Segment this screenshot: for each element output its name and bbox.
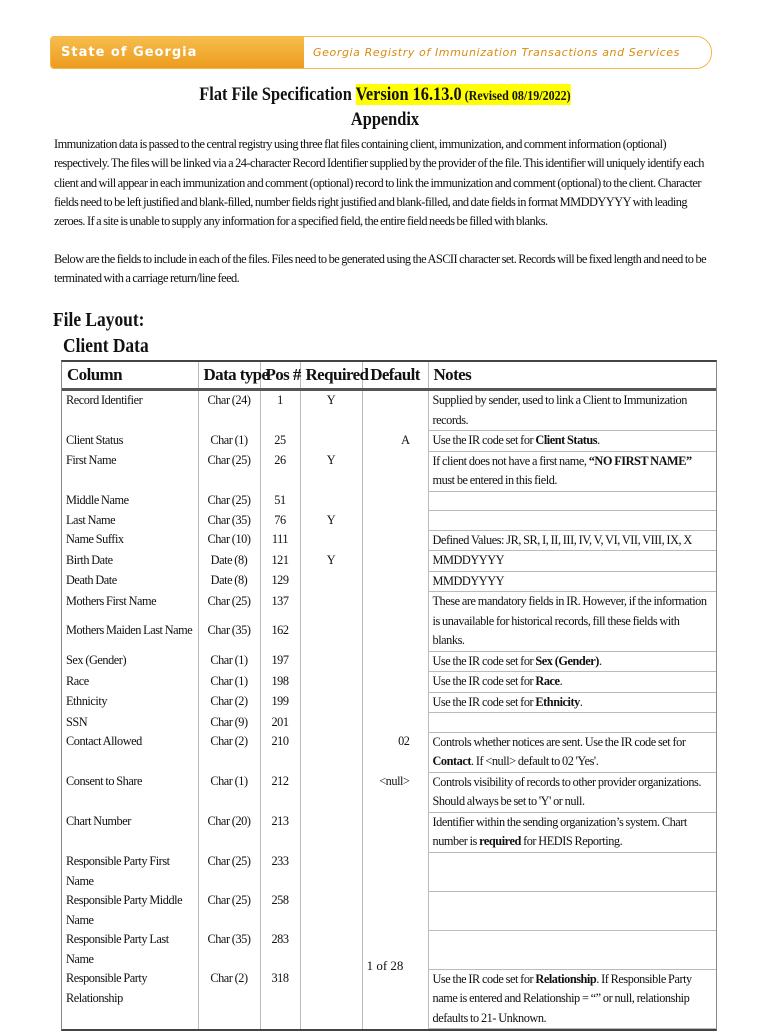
cell-column: Contact Allowed [62, 732, 198, 772]
table-row [62, 431, 716, 452]
notes-text: . If Responsible Party name is entered and Relationship = “” or null, relationship defaults to 21- Unknown. [432, 971, 692, 1025]
cell-notes: Controls visibility of records to other provider organizations. Should always be set to 'Y' or null. [428, 772, 716, 812]
notes-emphasis: required [479, 834, 521, 848]
cell-required [300, 812, 362, 852]
header-pos: Pos # [260, 362, 300, 390]
header-data-type: Data type [198, 362, 260, 390]
table-row [62, 390, 716, 431]
table-row [62, 713, 716, 733]
notes-text: for HEDIS Reporting. [520, 834, 623, 848]
cell-default [362, 390, 428, 431]
cell-default [362, 530, 428, 551]
table-header-row [62, 362, 716, 390]
cell-data-type: Char (2) [198, 969, 260, 1029]
cell-required: Y [300, 451, 362, 491]
table-row [62, 692, 716, 713]
cell-data-type: Char (1) [198, 651, 260, 672]
notes-text: Use the IR code set for [432, 433, 536, 447]
cell-default [362, 651, 428, 672]
table-row [62, 891, 716, 930]
cell-notes: MMDDYYYY [428, 551, 716, 572]
notes-emphasis: Race [535, 674, 560, 688]
cell-data-type: Date (8) [198, 571, 260, 592]
notes-text: Use the IR code set for [432, 971, 536, 986]
notes-text: . [559, 674, 563, 688]
notes-text: . [598, 653, 602, 668]
cell-notes [428, 713, 716, 733]
cell-data-type: Date (8) [198, 551, 260, 572]
cell-column: SSN [62, 713, 198, 733]
cell-notes [428, 812, 716, 852]
cell-column: Sex (Gender) [62, 651, 198, 672]
version-text: Version 16.13.0 [355, 84, 462, 105]
cell-default [362, 969, 428, 1029]
cell-required [300, 672, 362, 693]
notes-text: . [579, 694, 583, 709]
cell-column: Race [62, 672, 198, 693]
cell-data-type: Char (25) [198, 491, 260, 511]
cell-notes [428, 511, 716, 531]
registry-name: Georgia Registry of Immunization Transactions and Services [313, 46, 680, 59]
cell-required [300, 651, 362, 672]
table-body [62, 390, 716, 1029]
cell-default [362, 812, 428, 852]
table-row [62, 551, 716, 572]
cell-column: Death Date [62, 571, 198, 592]
header-required: Required [300, 362, 362, 390]
table-row [62, 672, 716, 693]
cell-notes [428, 431, 716, 452]
cell-pos: 258 [260, 891, 300, 930]
table-row [62, 772, 716, 812]
cell-required: Y [300, 511, 362, 531]
cell-notes [428, 969, 716, 1029]
cell-required [300, 431, 362, 452]
cell-required [300, 621, 362, 651]
cell-column: Responsible Party Middle Name [62, 891, 198, 930]
cell-column: Responsible Party Relationship [62, 969, 198, 1029]
revised-text: (Revised 08/19/2022) [461, 89, 571, 104]
cell-pos: 318 [260, 969, 300, 1029]
cell-column: Chart Number [62, 812, 198, 852]
cell-required [300, 772, 362, 812]
cell-default [362, 891, 428, 930]
cell-data-type: Char (25) [198, 592, 260, 622]
cell-notes [428, 852, 716, 891]
cell-default: <null> [362, 772, 428, 812]
fields-paragraph: Below are the fields to include in each of the files. Files need to be generated using the ASCII character set. Records will be fixed length and need to be terminated with a carriage return/line feed. [54, 252, 707, 286]
cell-data-type: Char (1) [198, 672, 260, 693]
cell-pos: 198 [260, 672, 300, 693]
cell-required [300, 713, 362, 733]
table-row [62, 732, 716, 772]
cell-required [300, 969, 362, 1029]
notes-emphasis: Relationship [535, 971, 597, 986]
notes-text: must be entered in this field. [432, 473, 558, 487]
cell-data-type: Char (1) [198, 772, 260, 812]
cell-column: First Name [62, 451, 198, 491]
cell-notes [428, 692, 716, 713]
intro-paragraph: Immunization data is passed to the central registry using three flat files containing client, immunization, and comment information (optional) respectively. The files will be linked via a 24-character Record Identifier supplied by the provider of the file. This identifier will uniquely identify each client and will appear in each immunization and comment (optional) record to link the immunization and comment (optional) to the client. Character fields need to be left justified and blank-filled, number fields right justified and blank-filled, and date fields in format MMDDYYYY with leading zeroes. If a site is unable to supply any information for a specified field, the entire field needs be filled with blanks. [54, 137, 704, 229]
cell-column: Last Name [62, 511, 198, 531]
table-row [62, 592, 716, 622]
cell-pos: 197 [260, 651, 300, 672]
cell-required: Y [300, 390, 362, 431]
cell-data-type: Char (2) [198, 692, 260, 713]
document-subtitle: Appendix [350, 109, 420, 130]
cell-pos: 233 [260, 852, 300, 891]
cell-default [362, 621, 428, 651]
cell-pos: 212 [260, 772, 300, 812]
table-row [62, 530, 716, 551]
cell-column: Record Identifier [62, 390, 198, 431]
table-row [62, 852, 716, 891]
cell-pos: 201 [260, 713, 300, 733]
version-highlight [356, 84, 571, 105]
cell-default [362, 511, 428, 531]
cell-data-type: Char (1) [198, 431, 260, 452]
cell-pos: 111 [260, 530, 300, 551]
cell-default [362, 672, 428, 693]
cell-column: Client Status [62, 431, 198, 452]
cell-column: Mothers First Name [62, 592, 198, 622]
cell-notes [428, 491, 716, 511]
cell-default [362, 692, 428, 713]
cell-required [300, 592, 362, 622]
cell-notes: Defined Values: JR, SR, I, II, III, IV, V, VI, VII, VIII, IX, X [428, 530, 716, 551]
cell-pos: 76 [260, 511, 300, 531]
cell-pos: 162 [260, 621, 300, 651]
notes-emphasis: “NO FIRST NAME” [588, 453, 692, 468]
cell-required [300, 692, 362, 713]
cell-data-type: Char (25) [198, 451, 260, 491]
cell-default: A [362, 431, 428, 452]
state-label: State of Georgia [51, 37, 304, 68]
cell-data-type: Char (20) [198, 812, 260, 852]
header-notes: Notes [428, 362, 716, 390]
cell-column: Ethnicity [62, 692, 198, 713]
notes-emphasis: Sex (Gender) [535, 653, 599, 668]
header-column: Column [62, 362, 198, 390]
table-row [62, 511, 716, 531]
cell-data-type: Char (35) [198, 930, 260, 969]
cell-data-type: Char (24) [198, 390, 260, 431]
table-row [62, 969, 716, 1029]
table-row [62, 571, 716, 592]
cell-pos: 51 [260, 491, 300, 511]
table-row [62, 451, 716, 491]
header-banner [50, 36, 712, 69]
cell-data-type: Char (35) [198, 621, 260, 651]
cell-default [362, 551, 428, 572]
cell-default [362, 592, 428, 622]
cell-notes: MMDDYYYY [428, 571, 716, 592]
cell-data-type: Char (25) [198, 852, 260, 891]
cell-column: Middle Name [62, 491, 198, 511]
cell-default [362, 713, 428, 733]
cell-column: Consent to Share [62, 772, 198, 812]
cell-default [362, 451, 428, 491]
cell-required [300, 571, 362, 592]
notes-text: Identifier within the sending organization’s system. Chart number is [432, 814, 687, 848]
cell-pos: 26 [260, 451, 300, 491]
cell-notes: Supplied by sender, used to link a Client to Immunization records. [428, 390, 716, 431]
cell-data-type: Char (35) [198, 511, 260, 531]
cell-data-type: Char (9) [198, 713, 260, 733]
notes-text: Use the IR code set for [432, 694, 536, 709]
file-layout-heading: File Layout: [53, 309, 145, 331]
cell-data-type: Char (10) [198, 530, 260, 551]
notes-emphasis: Client Status [535, 433, 598, 447]
cell-pos: 25 [260, 431, 300, 452]
cell-default [362, 852, 428, 891]
cell-required: Y [300, 551, 362, 572]
cell-default [362, 571, 428, 592]
notes-text: Controls whether notices are sent. Use the IR code set for [432, 734, 686, 749]
cell-data-type: Char (25) [198, 891, 260, 930]
page-number: 1 of 28 [366, 958, 404, 973]
table-row [62, 812, 716, 852]
cell-default [362, 491, 428, 511]
cell-column: Mothers Maiden Last Name [62, 621, 198, 651]
cell-column: Responsible Party First Name [62, 852, 198, 891]
cell-notes: These are mandatory fields in IR. However, if the information is unavailable for historical records, fill these fields with blanks. [428, 592, 716, 652]
notes-text: . [597, 433, 600, 447]
cell-column: Name Suffix [62, 530, 198, 551]
notes-emphasis: Ethnicity [535, 694, 580, 709]
notes-text: Use the IR code set for [432, 653, 536, 668]
cell-pos: 199 [260, 692, 300, 713]
cell-pos: 121 [260, 551, 300, 572]
document-title [54, 83, 716, 109]
cell-column: Responsible Party Last Name [62, 930, 198, 969]
client-data-table [61, 360, 717, 1031]
cell-notes [428, 651, 716, 672]
cell-pos: 1 [260, 390, 300, 431]
header-default: Default [362, 362, 428, 390]
cell-pos: 129 [260, 571, 300, 592]
cell-required [300, 891, 362, 930]
notes-emphasis: Contact [432, 754, 472, 768]
title-text: Flat File Specification [199, 84, 356, 105]
cell-required [300, 491, 362, 511]
cell-default: 02 [362, 732, 428, 772]
table-row [62, 491, 716, 511]
cell-required [300, 732, 362, 772]
cell-notes [428, 672, 716, 693]
cell-required [300, 530, 362, 551]
table-row [62, 651, 716, 672]
notes-text: . If <null> default to 02 'Yes'. [471, 754, 599, 768]
cell-pos: 213 [260, 812, 300, 852]
cell-notes [428, 891, 716, 930]
notes-text: If client does not have a first name, [432, 453, 589, 468]
notes-text: Use the IR code set for [432, 674, 536, 688]
cell-pos: 210 [260, 732, 300, 772]
cell-notes [428, 451, 716, 491]
cell-data-type: Char (2) [198, 732, 260, 772]
cell-notes [428, 732, 716, 772]
cell-pos: 137 [260, 592, 300, 622]
client-data-heading: Client Data [63, 335, 149, 357]
cell-pos: 283 [260, 930, 300, 969]
cell-column: Birth Date [62, 551, 198, 572]
cell-required [300, 852, 362, 891]
